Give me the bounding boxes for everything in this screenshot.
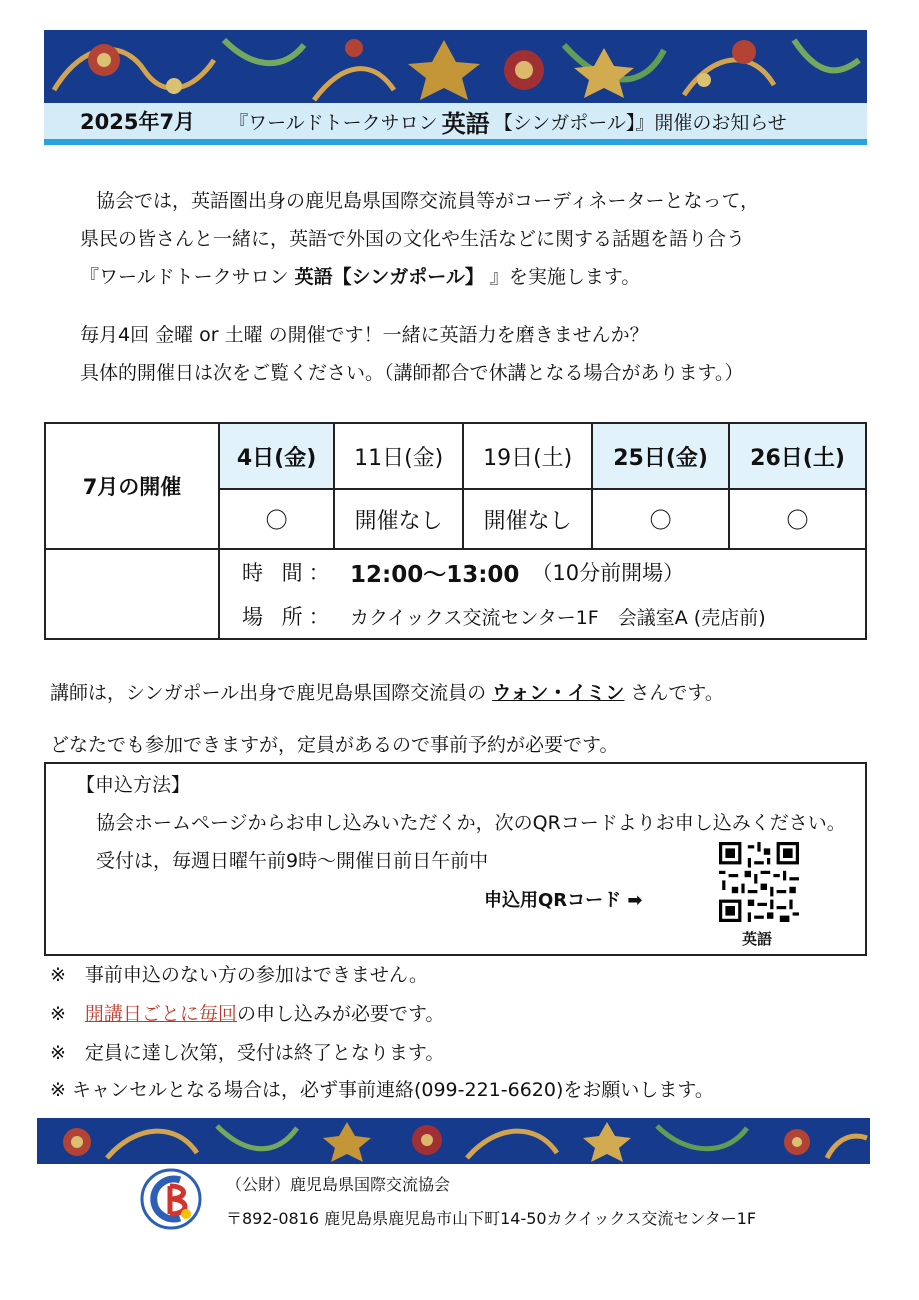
application-line-2: 受付は，毎週日曜午前9時～開催日前日午前中 xyxy=(96,850,489,872)
application-heading: 【申込方法】 xyxy=(76,774,191,796)
lecturer-pre: 講師は，シンガポール出身で鹿児島県国際交流員の xyxy=(50,682,487,704)
intro-line-2: 県民の皆さんと一緒に，英語で外国の文化や生活などに関する話題を語り合う xyxy=(80,228,746,250)
title-language: 英語 xyxy=(441,109,490,138)
footer-address: 〒892-0816 鹿児島県鹿児島市山下町14-50カクイックス交流センター1F xyxy=(226,1209,757,1228)
schedule-row-label: 7月の開催 xyxy=(45,423,219,549)
status-cell: 開催なし xyxy=(463,489,592,549)
title-year: 2025年7月 xyxy=(80,110,196,134)
qr-code-caption: 英語 xyxy=(742,930,773,948)
lecturer-line xyxy=(50,678,724,705)
application-line-1: 協会ホームページからお申し込みいただくか，次のQRコードよりお申し込みください。 xyxy=(96,812,846,834)
time-note: （10分前開場） xyxy=(531,561,685,585)
time-label: 時 間： xyxy=(242,561,336,585)
qr-code-image[interactable] xyxy=(714,842,804,922)
time-row xyxy=(220,550,865,594)
title-bar xyxy=(44,103,867,145)
lecturer-name: ウォン・イミン xyxy=(492,682,625,704)
note-2-post: の申し込みが必要です。 xyxy=(236,1003,445,1025)
intro-line-1: 協会では，英語圏出身の鹿児島県国際交流員等がコーディネーターとなって， xyxy=(96,190,760,212)
lecturer-post: さんです。 xyxy=(630,682,724,704)
qr-code-label: 申込用QRコード ➡ xyxy=(484,890,643,911)
status-cell: 〇 xyxy=(592,489,729,549)
place-value: カクイックス交流センター1F 会議室A (売店前) xyxy=(350,606,766,629)
top-batik-banner xyxy=(44,30,867,104)
footer-organization: （公財）鹿児島県国際交流協会 xyxy=(226,1175,451,1194)
note-3: ※ 定員に達し次第，受付は終了となります。 xyxy=(50,1042,445,1064)
association-logo xyxy=(140,1168,202,1230)
note-2-mark: ※ xyxy=(50,1003,85,1025)
intro-line-3 xyxy=(80,258,640,296)
date-cell: 25日(金) xyxy=(592,423,729,489)
status-cell: 開催なし xyxy=(334,489,463,549)
note-1: ※ 事前申込のない方の参加はできません。 xyxy=(50,964,429,986)
frequency-line-1: 毎月4回 金曜 or 土曜 の開催です！一緒に英語力を磨きませんか？ xyxy=(80,324,649,346)
intro-line-3-bold: 英語【シンガポール】 xyxy=(294,266,484,288)
date-cell: 11日(金) xyxy=(334,423,463,489)
note-4: ※ キャンセルとなる場合は，必ず事前連絡(099-221-6620)をお願いします。 xyxy=(50,1079,714,1101)
schedule-table xyxy=(44,422,867,640)
note-2-emphasis: 開講日ごとに毎回 xyxy=(84,1003,237,1025)
schedule-info-cell xyxy=(219,549,866,639)
status-cell: 〇 xyxy=(729,489,866,549)
title-country: 【シンガポール】』開催のお知らせ xyxy=(493,111,787,134)
bottom-batik-banner xyxy=(37,1118,870,1164)
application-box xyxy=(44,762,867,956)
intro-line-3-post: 』を実施します。 xyxy=(483,266,641,288)
frequency-line-2: 具体的開催日は次をご覧ください。（講師都合で休講となる場合があります。） xyxy=(80,362,744,384)
place-row xyxy=(220,594,865,638)
schedule-blank-cell xyxy=(45,549,219,639)
place-label: 場 所： xyxy=(242,605,336,629)
date-cell: 19日(土) xyxy=(463,423,592,489)
date-cell: 26日(土) xyxy=(729,423,866,489)
status-cell: 〇 xyxy=(219,489,334,549)
note-2 xyxy=(50,999,444,1026)
intro-line-3-pre: 『ワールドトークサロン xyxy=(80,266,295,288)
date-cell: 4日(金) xyxy=(219,423,334,489)
title-open-quote: 『ワールドトークサロン xyxy=(229,111,438,134)
reservation-required-line: どなたでも参加できますが，定員があるので事前予約が必要です。 xyxy=(50,734,619,756)
time-value: 12:00～13:00 xyxy=(350,561,520,588)
